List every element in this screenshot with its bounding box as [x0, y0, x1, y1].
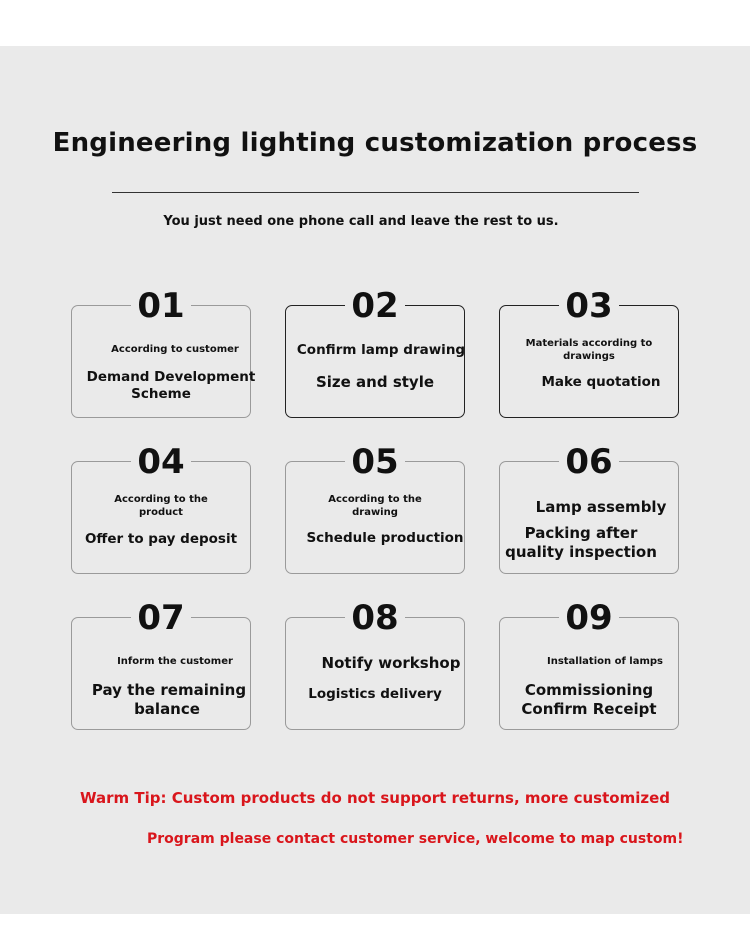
step-card-01	[71, 286, 256, 418]
step-number: 05	[286, 442, 464, 482]
step-detail-cont: drawing	[352, 507, 398, 518]
step-detail: According to the	[328, 494, 422, 505]
title-divider	[112, 192, 639, 193]
step-number: 02	[286, 286, 464, 326]
step-detail: According to customer	[111, 344, 239, 355]
step-card-09	[499, 598, 679, 730]
step-detail: According to the	[114, 494, 208, 505]
step-action: Offer to pay deposit	[84, 531, 238, 547]
step-detail-cont: product	[139, 507, 183, 518]
step-action: Demand Development	[86, 369, 256, 385]
step-card-03	[499, 286, 679, 418]
step-action: Commissioning	[524, 681, 654, 699]
step-number: 04	[72, 442, 250, 482]
step-number: 07	[72, 598, 250, 638]
step-card-07	[71, 598, 251, 730]
page-subtitle: You just need one phone call and leave the rest to us.	[163, 214, 559, 229]
step-card-06	[499, 442, 679, 574]
step-action: Pay the remaining	[91, 681, 247, 699]
step-action-cont: balance	[134, 700, 200, 718]
step-action-cont: Confirm Receipt	[521, 700, 657, 718]
step-action-cont: quality inspection	[505, 543, 657, 561]
step-card-08	[285, 598, 465, 730]
step-detail: Installation of lamps	[546, 656, 663, 667]
step-detail: Confirm lamp drawing	[296, 342, 466, 358]
page-title: Engineering lighting customization process	[52, 128, 698, 158]
step-card-04	[71, 442, 251, 574]
step-detail: Lamp assembly	[535, 498, 667, 516]
step-number: 03	[500, 286, 678, 326]
step-detail-cont: drawings	[563, 351, 615, 362]
step-card-05	[285, 442, 465, 574]
step-action: Logistics delivery	[308, 686, 442, 702]
step-number: 08	[286, 598, 464, 638]
warm-tip-line-1: Warm Tip: Custom products do not support returns, more customized	[79, 789, 670, 807]
step-action: Packing after	[524, 524, 638, 542]
step-detail: Notify workshop	[321, 654, 461, 672]
step-number: 01	[72, 286, 250, 326]
step-action: Schedule production	[306, 530, 464, 546]
step-action-cont: Scheme	[131, 386, 191, 402]
step-number: 09	[500, 598, 678, 638]
step-action: Size and style	[315, 373, 435, 391]
step-detail: Inform the customer	[117, 656, 233, 667]
warm-tip-line-2: Program please contact customer service, welcome to map custom!	[147, 831, 684, 847]
step-card-02	[285, 286, 466, 418]
step-detail: Materials according to	[525, 338, 653, 349]
step-action: Make quotation	[541, 374, 661, 390]
step-number: 06	[500, 442, 678, 482]
